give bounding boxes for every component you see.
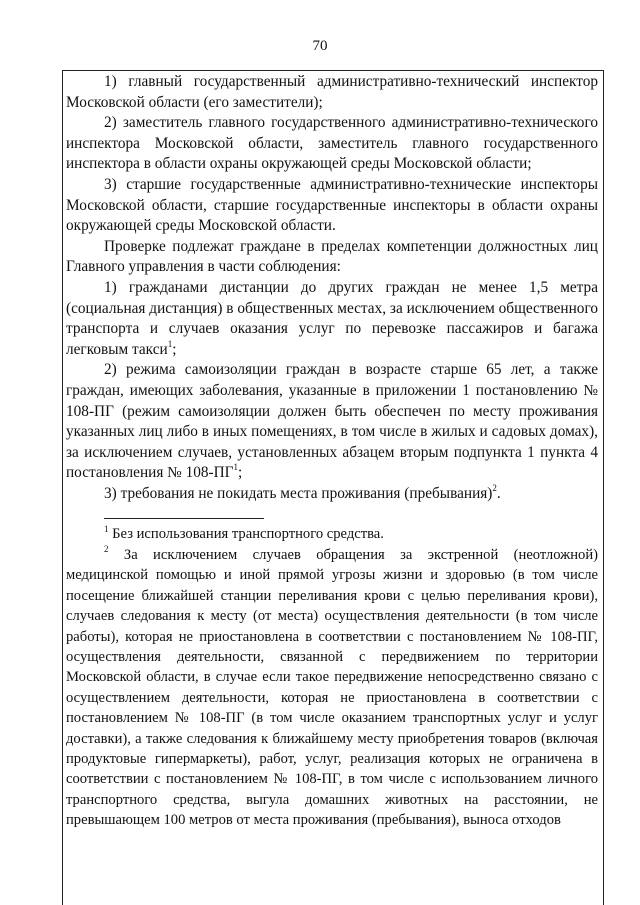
paragraph-item-2: 2) заместитель главного государственного административно-технического инспектора Московской области, заместитель главного государственного инспектора в области охраны окружающей среды Московской области; bbox=[66, 114, 598, 173]
paragraph-intro: Проверке подлежат граждане в пределах компетенции должностных лиц Главного управления в части соблюдения: bbox=[66, 237, 598, 276]
paragraph-item-3: 3) старшие государственные административно-технические инспекторы Московской области, старшие государственные инспекторы в области охраны окружающей среды Московской области. bbox=[66, 175, 598, 235]
footnotes bbox=[66, 524, 598, 830]
footnote-separator bbox=[104, 518, 264, 519]
document-body bbox=[66, 72, 598, 831]
footnote-2: $^2$ За исключением случаев обращения за экстренной (неотложной) медицинской помощью и иной прямой угрозы жизни и здоровью (в том числе посещение ближайшей станции переливания крови с целью переливания крови), случаев следования к месту (от места) осуществления деятельности (в том числе работы), которая не приостановлена в соответствии с постановлением № 108-ПГ, осуществления деятельности, связанной с передвижением по территории Московской области, в случае если такое передвижение непосредственно связано с осуществлением деятельности, которая не приостановлена в соответствии с постановлением № 108-ПГ (в том числе оказанием транспортных услуг и услуг доставки), а также следования к ближайшему месту приобретения товаров (включая продуктовые гипермаркеты), работ, услуг, реализация которых не ограничена в соответствии с постановлением № 108-ПГ, в том числе с использованием личного транспортного средства, выгула домашних животных на расстоянии, не превышающем 100 метров от места проживания (пребывания), выноса отходов bbox=[66, 544, 598, 829]
paragraph-distance: 1) гражданами дистанции до других граждан не менее 1,5 метра (социальная дистанция) в общественных местах, за исключением общественного транспорта и случаев оказания услуг по перевозке пассажиров и багажа легковым такси$^1$; bbox=[66, 278, 598, 358]
footnote-1: $^1$ Без использования транспортного средства. bbox=[104, 523, 384, 543]
footnote-ref[interactable]: 2 bbox=[492, 482, 497, 493]
footnote-ref[interactable]: 1 bbox=[167, 338, 173, 349]
page-number: 70 bbox=[312, 38, 328, 54]
paragraph-stay-home: 3) требования не покидать места проживания (пребывания)$^2$. bbox=[104, 482, 501, 502]
footnote-mark: 1 bbox=[104, 523, 109, 534]
paragraph-self-isolation: 2) режима самоизоляции граждан в возрасте старше 65 лет, а также граждан, имеющих заболевания, указанные в приложении 1 постановлению № 108-ПГ (режим самоизоляции должен быть обеспечен по месту проживания указанных лиц либо в иных помещениях, в том числе в жилых и садовых домах), за исключением случаев, установленных абзацем вторым подпункта 1 пункта 4 постановления № $108-ПГ^1$; bbox=[66, 361, 598, 482]
footnote-ref[interactable]: 1 bbox=[233, 462, 239, 473]
footnote-mark: 2 bbox=[104, 544, 109, 555]
paragraph-item-1: 1) главный государственный административно-технический инспектор Московской области (его заместители); bbox=[66, 73, 598, 111]
